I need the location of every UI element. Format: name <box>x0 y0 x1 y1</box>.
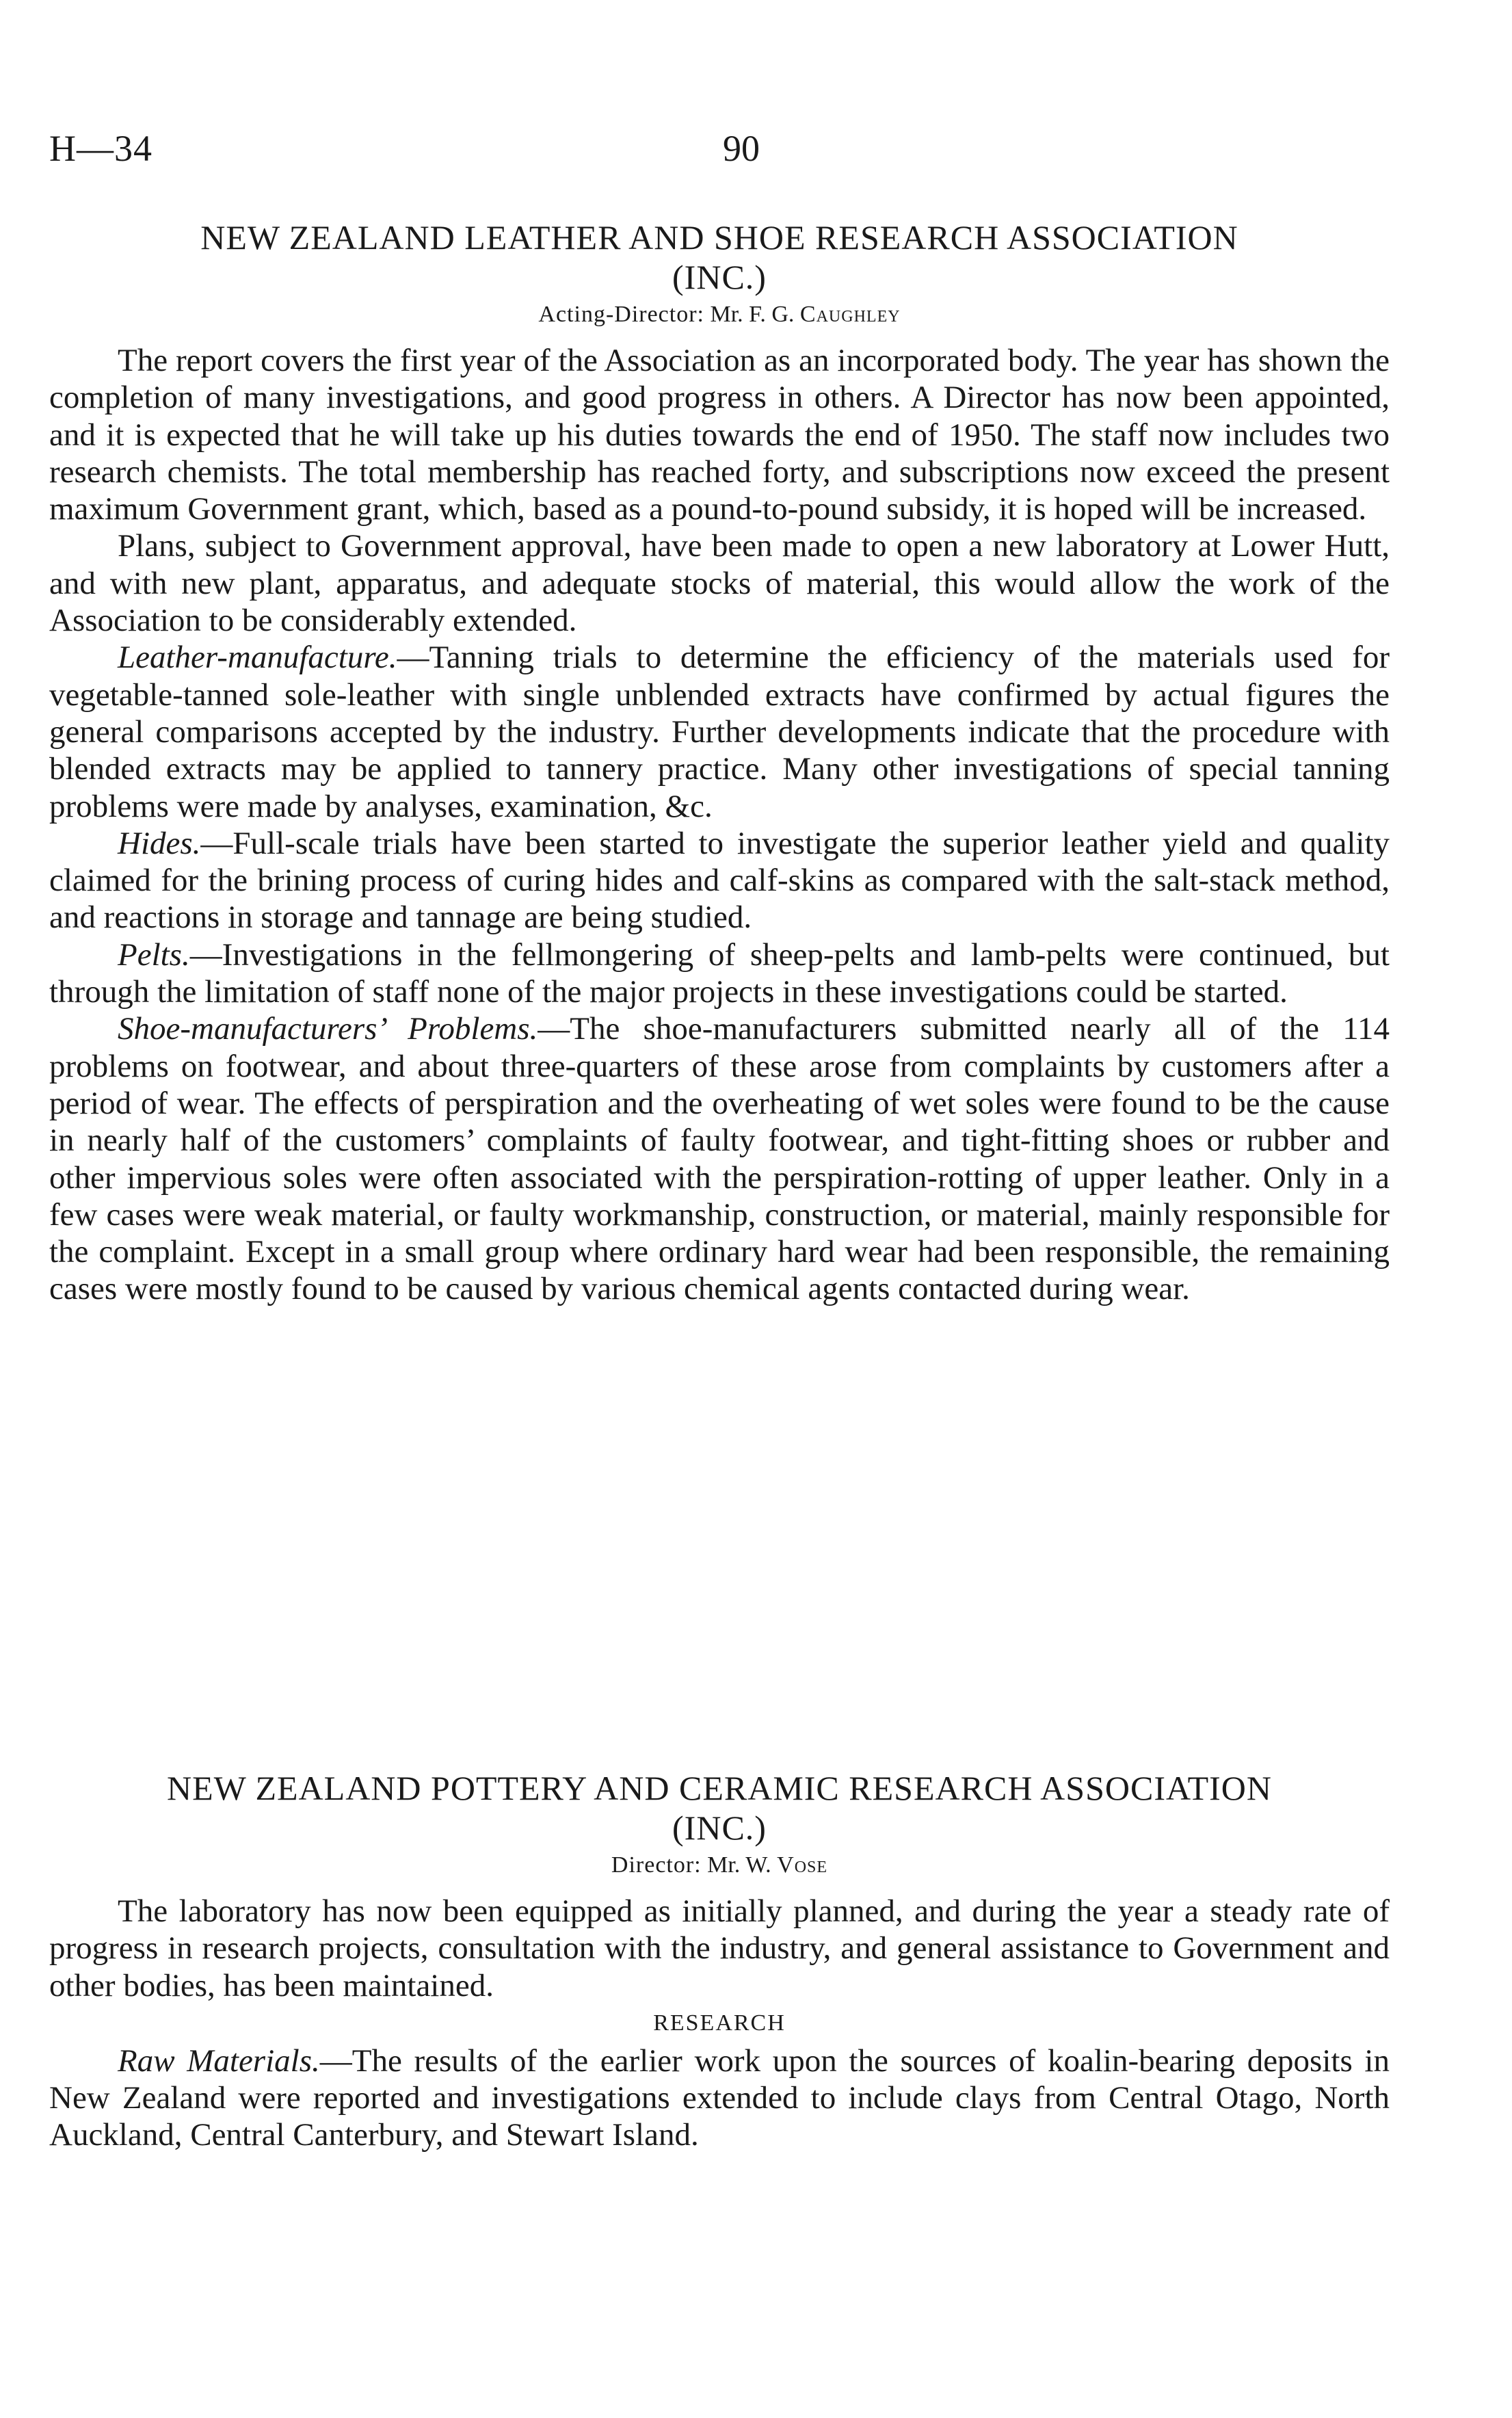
section-pottery-ceramic <box>49 1768 1390 2154</box>
section-title: NEW ZEALAND LEATHER AND SHOE RESEARCH ASSOCIATION (INC.) <box>200 218 1238 296</box>
paragraph-lead: Hides. <box>118 825 201 861</box>
paragraph-text: —The results of the earlier work upon the sources of koalin-bearing deposits in New Zealand were reported and investigations extended to include clays from Central Otago, North Auckland, Central Canterbury, and Stewart Island. <box>49 2042 1390 2153</box>
paragraph-text: The report covers the first year of the Association as an incorporated body. The year has shown the completion of many investigations, and good progress in others. A Director has now been appointed, and it is expected that he will take up his duties towards the end of 1950. The staff now includes two research chemists. The total membership has reached forty, and subscriptions now exceed the present maximum Government grant, which, based as a pound-to-pound subsidy, it is hoped will be increased. <box>49 343 1390 527</box>
section-title: NEW ZEALAND POTTERY AND CERAMIC RESEARCH ASSOCIATION (INC.) <box>167 1769 1272 1847</box>
paragraph-text: Plans, subject to Government approval, have been made to open a new laboratory at Lower Hutt, and with new plant, apparatus, and adequate stocks of material, this would allow the work of the Association to be considerably extended. <box>49 528 1390 639</box>
paragraph-lead: Pelts. <box>118 936 190 973</box>
paragraph-text: —The shoe-manufacturers submitted nearly all of the 114 problems on footwear, and about three-quarters of these arose from complaints by customers after a period of wear. The effects of perspiration and the overheating of wet soles were found to be the cause in nearly half of the customers’ complaints of faulty footwear, and tight-fitting shoes or rubber and other impervious soles were often associated with the perspiration-rotting of upper leather. Only in a few cases were weak material, or faulty workmanship, construction, or material, mainly responsible for the complaint. Except in a small group where ordinary hard wear had been responsible, the remaining cases were mostly found to be caused by various chemical agents contacted during wear. <box>49 1011 1390 1307</box>
director-role: Acting-Director: <box>538 302 704 327</box>
paragraph-hides <box>49 825 1390 936</box>
director-line <box>49 300 1390 330</box>
paragraph-text: —Tanning trials to determine the efficiency of the materials used for vegetable-tanned sole-leather with single unblended extracts have confirmed by actual figures the general comparisons accepted by the industry. Further developments indicate that the procedure with blended extracts may be applied to tannery practice. Many other investigations of special tanning problems were made by analyses, examination, &c. <box>49 640 1390 824</box>
director-initials: Mr. F. G. <box>710 302 795 327</box>
paragraph-plans <box>49 527 1390 639</box>
director-line <box>49 1850 1390 1880</box>
page-number: 90 <box>723 128 760 169</box>
director-role: Director: <box>611 1852 702 1878</box>
paragraph-leather-manufacture <box>49 639 1390 824</box>
paragraph-text: —Full-scale trials have been started to investigate the superior leather yield and quality claimed for the brining process of curing hides and calf-skins as compared with the salt-stack method, and reactions in storage and tannage are being studied. <box>49 825 1390 936</box>
director-initials: Mr. W. <box>707 1852 771 1878</box>
running-head <box>49 127 1417 175</box>
paragraph-lead: Shoe-manufacturers’ Problems. <box>118 1011 538 1047</box>
paragraph-text: —Investigations in the fellmongering of sheep-pelts and lamb-pelts were continued, but through the limitation of staff none of the major projects in these investigations could be started. <box>49 936 1390 1010</box>
paragraph-text: The laboratory has now been equipped as initially planned, and during the year a steady rate of progress in research projects, consultation with the industry, and general assistance to Government and other bodies, has been maintained. <box>49 1893 1390 2003</box>
subheading-research: RESEARCH <box>653 2010 786 2036</box>
paragraph-raw-materials <box>49 2042 1390 2154</box>
paragraph-report <box>49 342 1390 527</box>
director-surname: Vose <box>777 1852 828 1878</box>
paragraph-pelts <box>49 936 1390 1011</box>
director-surname: Caughley <box>799 302 901 327</box>
page-reference: H—34 <box>49 128 152 169</box>
paragraph-lead: Raw Materials. <box>118 2042 320 2079</box>
section-leather-shoe <box>49 218 1390 1308</box>
paragraph-laboratory <box>49 1893 1390 2004</box>
paragraph-shoe-problems <box>49 1010 1390 1307</box>
paragraph-lead: Leather-manufacture. <box>118 640 397 676</box>
